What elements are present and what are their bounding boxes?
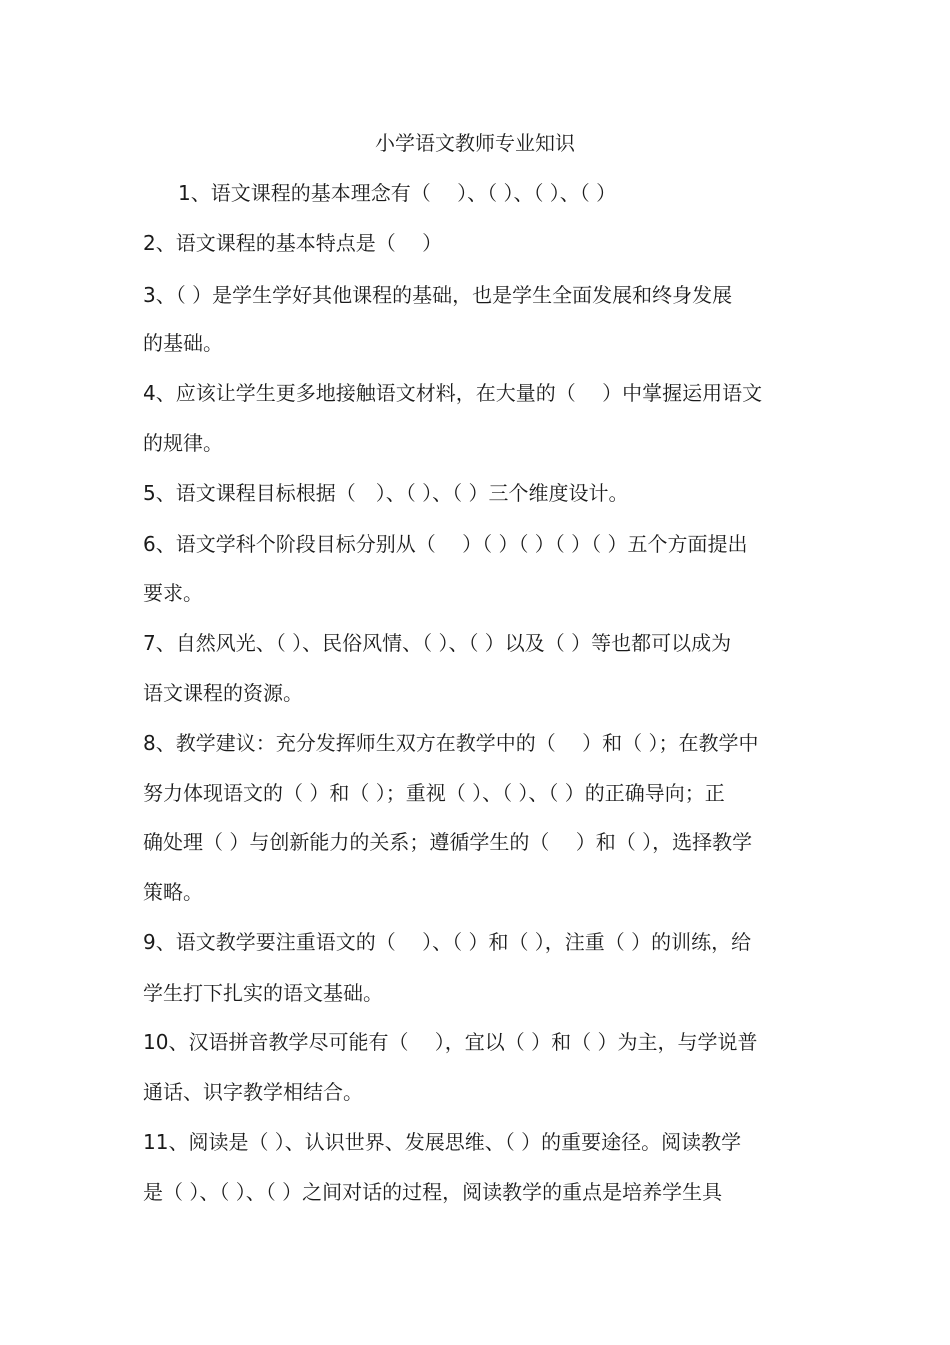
question-11-line-2: 是（ ）、（ ）、（ ）之间对话的过程，阅读教学的重点是培养学生具 — [143, 1180, 723, 1204]
question-10-line-1: 10、汉语拼音教学尽可能有（ ），宜以（ ）和（ ）为主，与学说普 — [143, 1030, 758, 1054]
question-5-line-1: 5、语文课程目标根据（ ）、（ ）、（ ）三个维度设计。 — [143, 481, 629, 505]
question-7-line-2: 语文课程的资源。 — [143, 681, 303, 705]
question-10-line-2: 通话、识字教学相结合。 — [143, 1080, 363, 1104]
question-3-line-2: 的基础。 — [143, 331, 223, 355]
question-11-line-1: 11、阅读是（ ）、认识世界、发展思维、（ ）的重要途径。阅读教学 — [143, 1130, 742, 1154]
question-7-line-1: 7、自然风光、（ ）、民俗风情、（ ）、（ ）以及（ ）等也都可以成为 — [143, 631, 732, 655]
question-6-line-2: 要求。 — [143, 581, 203, 605]
question-8-line-2: 努力体现语文的（ ）和（ ）；重视（ ）、（ ）、（ ）的正确导向；正 — [143, 781, 725, 805]
question-6-line-1: 6、语文学科个阶段目标分别从（ ）（ ）（ ）（ ）（ ）五个方面提出 — [143, 532, 748, 556]
question-4-line-2: 的规律。 — [143, 431, 223, 455]
question-8-line-1: 8、教学建议：充分发挥师生双方在教学中的（ ）和（ ）；在教学中 — [143, 731, 759, 755]
question-4-line-1: 4、应该让学生更多地接触语文材料，在大量的（ ）中掌握运用语文 — [143, 381, 763, 405]
question-2-line-1: 2、语文课程的基本特点是（ ） — [143, 231, 443, 255]
document-title: 小学语文教师专业知识 — [375, 131, 575, 155]
question-9-line-2: 学生打下扎实的语文基础。 — [143, 981, 383, 1005]
question-1-line-1: 1、语文课程的基本理念有（ ）、（ ）、（ ）、（ ） — [178, 181, 617, 205]
question-8-line-3: 确处理（ ）与创新能力的关系；遵循学生的（ ）和（ ），选择教学 — [143, 830, 753, 854]
question-9-line-1: 9、语文教学要注重语文的（ ）、（ ）和（ ），注重（ ）的训练，给 — [143, 930, 752, 954]
question-3-line-1: 3、（ ）是学生学好其他课程的基础，也是学生全面发展和终身发展 — [143, 283, 733, 307]
question-8-line-4: 策略。 — [143, 880, 203, 904]
